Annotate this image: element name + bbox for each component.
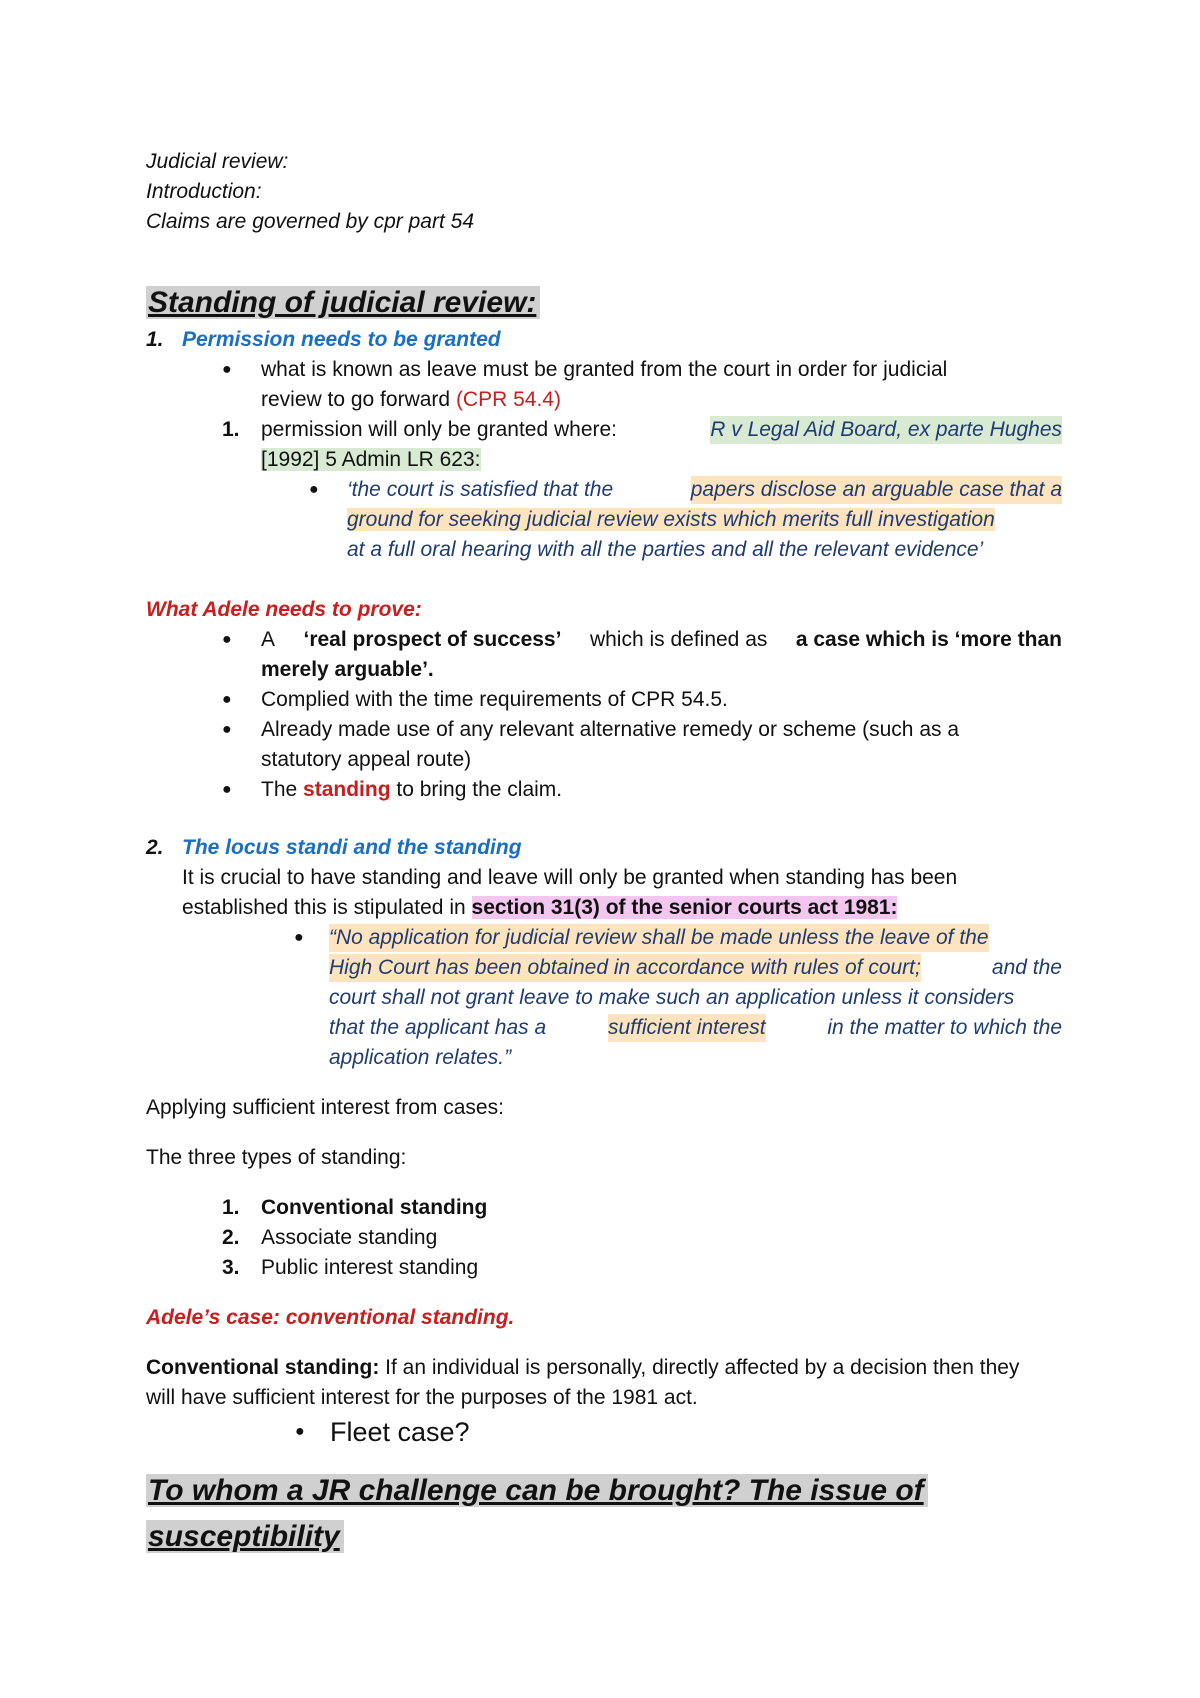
prove-b1-l2: merely arguable’. (261, 658, 434, 681)
quote-l3: at a full oral hearing with all the parties and all the relevant evidence’ (347, 538, 984, 561)
section-ref: section 31(3) of the senior courts act 1981: (471, 896, 898, 919)
intro-cpr-line: Claims are governed by cpr part 54 (146, 210, 474, 233)
conventional-l2: will have sufficient interest for the purposes of the 1981 act. (146, 1386, 698, 1409)
bullet-icon: ● (222, 361, 232, 378)
case-name: R v Legal Aid Board, ex parte Hughes (710, 416, 1062, 444)
case-citation: [1992] 5 Admin LR 623: (261, 448, 481, 471)
prove-b3-l1: Already made use of any relevant alternative remedy or scheme (such as a (261, 718, 960, 741)
adele-case-line: Adele’s case: conventional standing. (146, 1306, 515, 1329)
prove-b3-l2: statutory appeal route) (261, 748, 472, 771)
bullet-icon: ● (309, 481, 319, 498)
bullet-icon: ● (222, 781, 232, 798)
applying-line: Applying sufficient interest from cases: (146, 1096, 504, 1119)
bullet-icon: ● (222, 721, 232, 738)
section2-title: The locus standi and the standing (182, 836, 522, 859)
section1-title: Permission needs to be granted (182, 328, 501, 351)
section2-para-l2: established this is stipulated in section 31(3) of the senior courts act 1981: (182, 896, 898, 919)
permission-line: permission will only be granted where: R v Legal Aid Board, ex parte Hughes (261, 416, 1062, 444)
sect31-q-l5: application relates.” (329, 1046, 512, 1069)
prove-b1-l1: A ‘real prospect of success’ which is defined as a case which is ‘more than (261, 628, 1062, 651)
section2-para-l1: It is crucial to have standing and leave will only be granted when standing has been (182, 866, 958, 889)
sect31-q-l4: that the applicant has a sufficient interest in the matter to which the (329, 1014, 1062, 1042)
intro-title: Judicial review: (146, 150, 289, 173)
leave-text-l1: what is known as leave must be granted from the court in order for judicial (261, 358, 948, 381)
quote-l1: ‘the court is satisfied that the papers disclose an arguable case that a (347, 476, 1062, 504)
type-1-number: 1. (222, 1196, 240, 1219)
sect31-q-l1: “No application for judicial review shall be made unless the leave of the (329, 924, 1062, 952)
section1-number: 1. (146, 328, 164, 351)
heading-susceptibility-l1: To whom a JR challenge can be brought? The issue of (146, 1470, 928, 1512)
prove-b4: The standing to bring the claim. (261, 778, 563, 801)
three-types-intro: The three types of standing: (146, 1146, 407, 1169)
fleet-case: Fleet case? (330, 1417, 470, 1447)
conventional-l1: Conventional standing: If an individual is personally, directly affected by a decision then they (146, 1356, 1020, 1379)
adele-prove-heading: What Adele needs to prove: (146, 598, 422, 621)
heading-standing: Standing of judicial review: (146, 282, 540, 324)
sect31-q-l3: court shall not grant leave to make such an application unless it considers (329, 986, 1015, 1009)
type-3-number: 3. (222, 1256, 240, 1279)
cpr-ref: (CPR 54.4) (455, 388, 561, 411)
intro-subtitle: Introduction: (146, 180, 262, 203)
bullet-icon: ● (222, 691, 232, 708)
heading-susceptibility-l2: susceptibility (146, 1516, 344, 1558)
quote-l2: ground for seeking judicial review exists which merits full investigation (347, 508, 995, 531)
bullet-icon: ● (295, 1423, 305, 1440)
section2-number: 2. (146, 836, 164, 859)
sect31-q-l2: High Court has been obtained in accordance with rules of court; and the (329, 954, 1062, 982)
prove-b2: Complied with the time requirements of CPR 54.5. (261, 688, 728, 711)
sub-number: 1. (222, 418, 240, 441)
type-1-label: Conventional standing (261, 1196, 488, 1219)
type-2-label: Associate standing (261, 1226, 438, 1249)
type-3-label: Public interest standing (261, 1256, 479, 1279)
leave-text-l2: review to go forward (CPR 54.4) (261, 388, 561, 411)
type-2-number: 2. (222, 1226, 240, 1249)
bullet-icon: ● (222, 631, 232, 648)
bullet-icon: ● (294, 929, 304, 946)
